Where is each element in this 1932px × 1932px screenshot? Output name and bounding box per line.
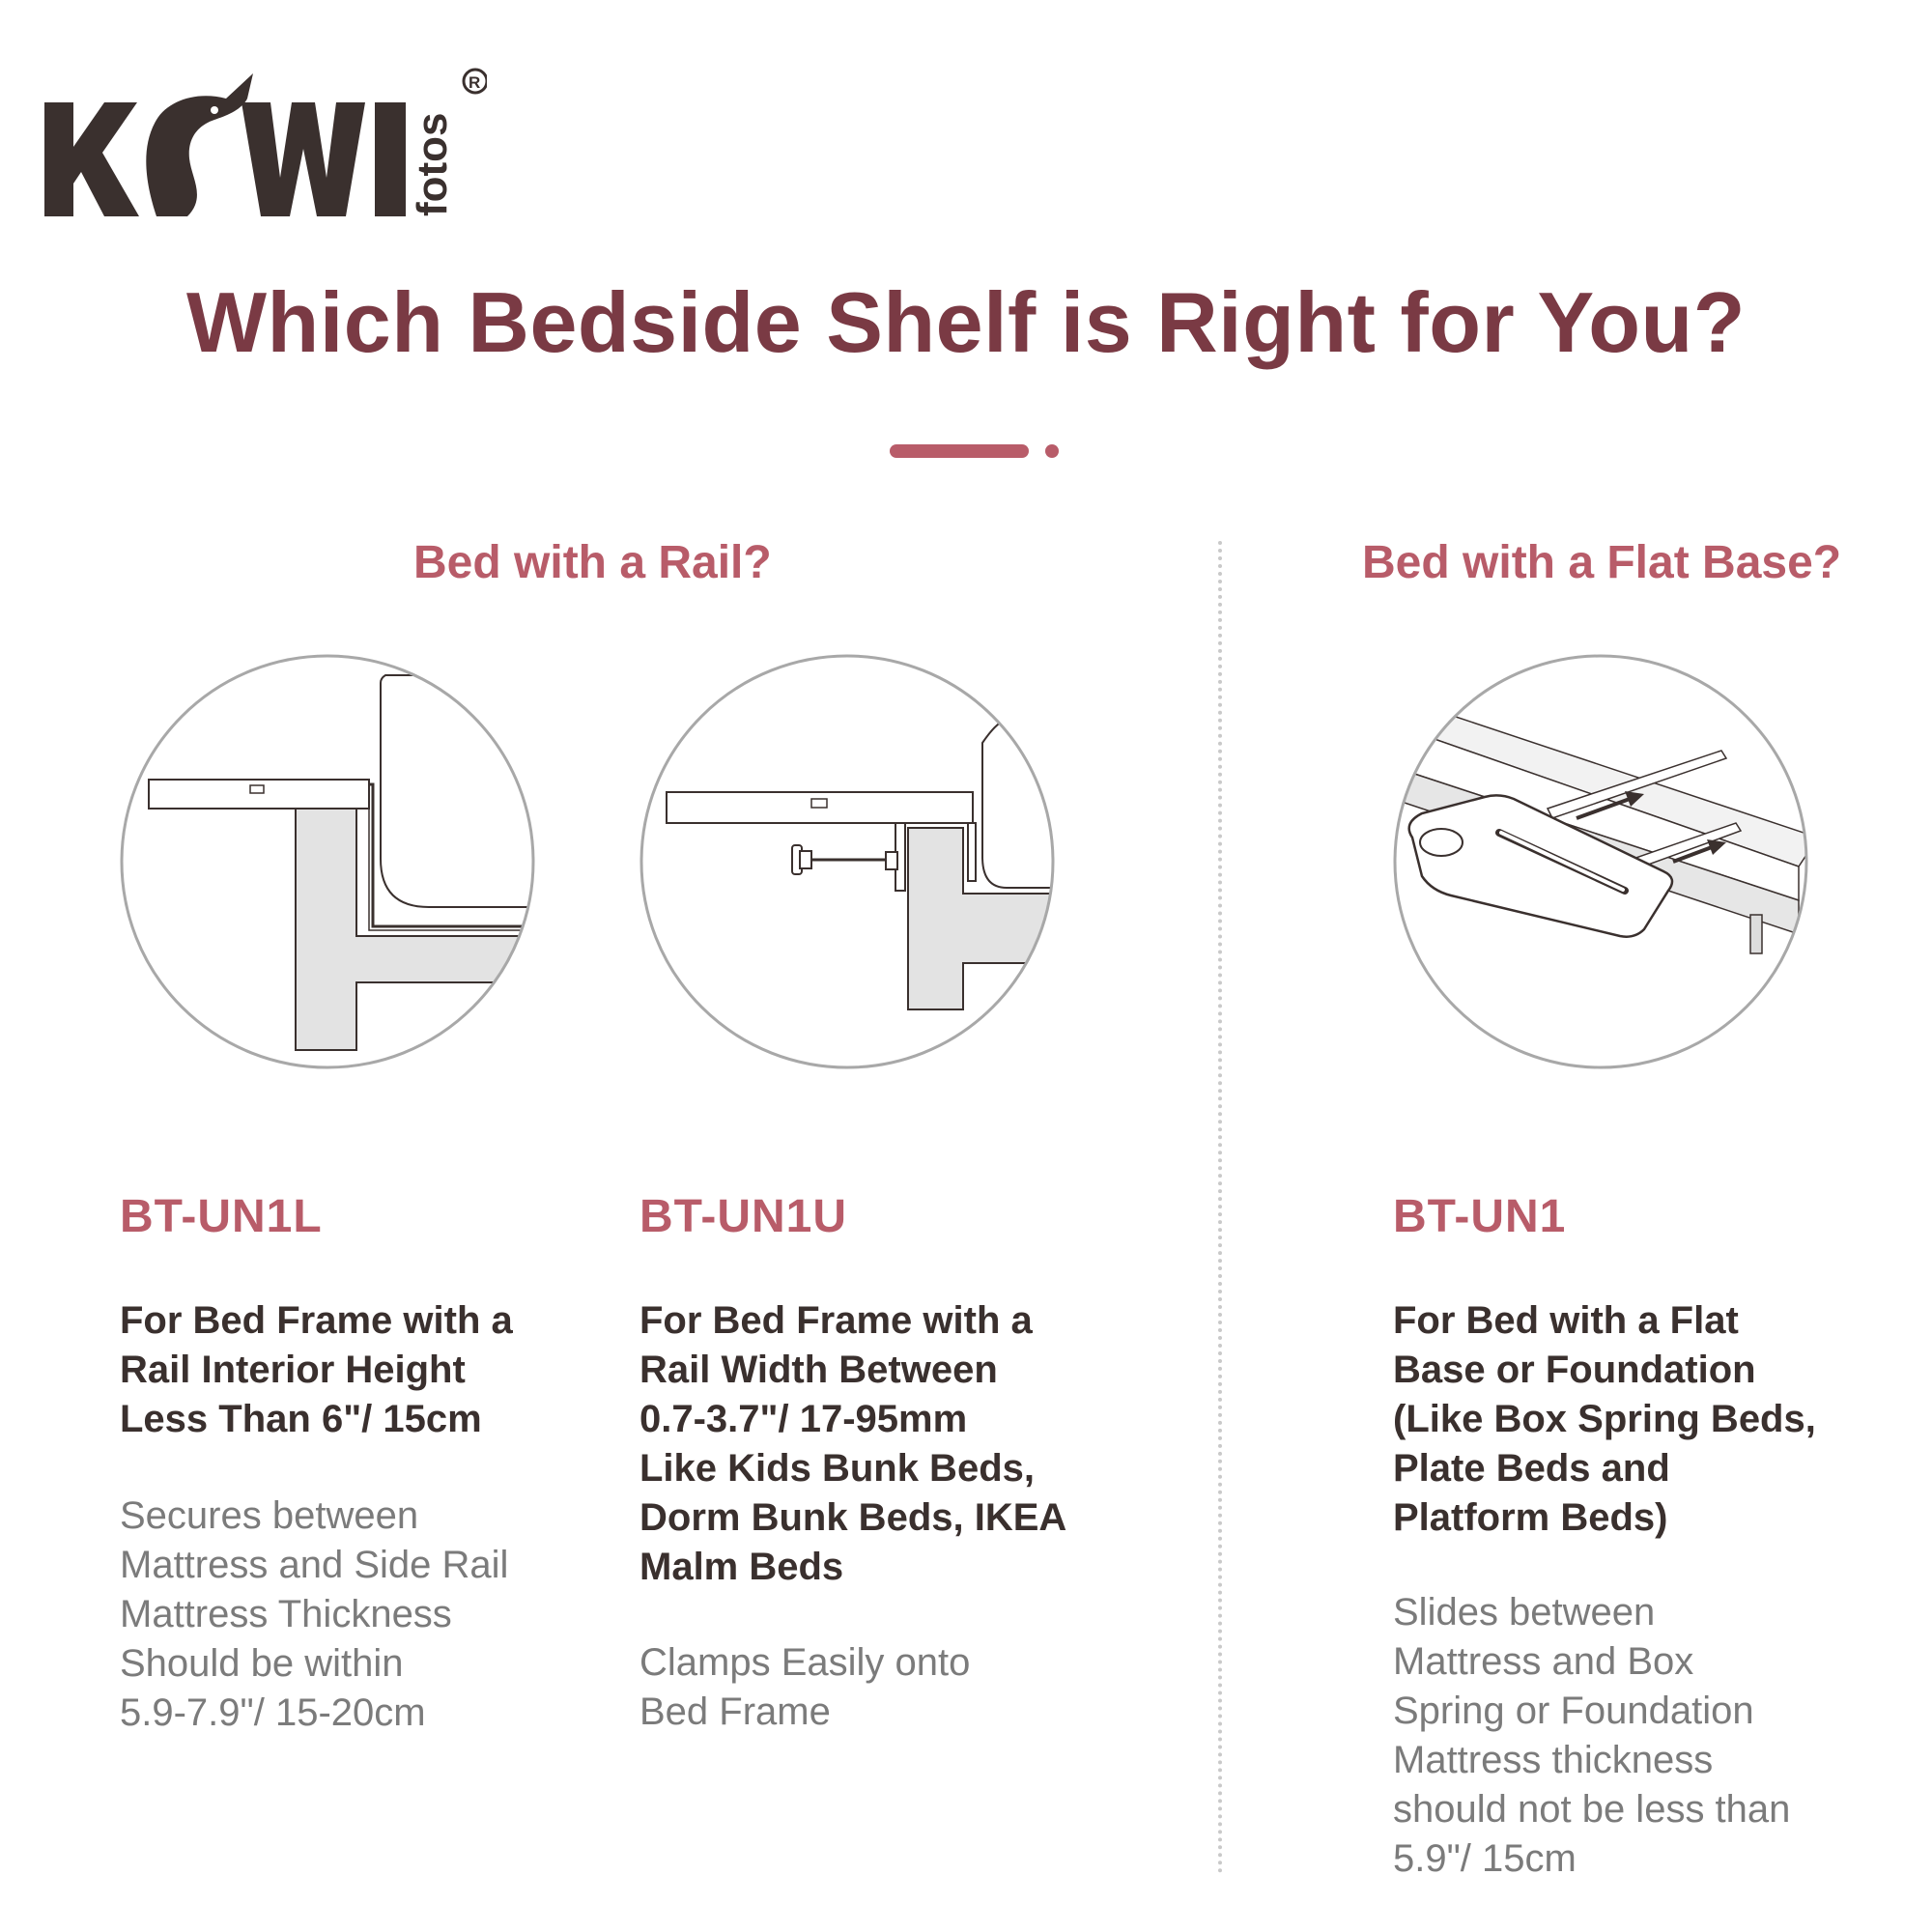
section-heading-flat: Bed with a Flat Base? <box>1362 537 1842 588</box>
description-line: Malm Beds <box>639 1546 844 1588</box>
section-heading-rail: Bed with a Rail? <box>413 537 772 588</box>
description-line: For Bed Frame with a <box>120 1299 513 1342</box>
note-line: 5.9-7.9"/ 15-20cm <box>120 1691 426 1734</box>
note-line: Mattress thickness <box>1393 1739 1714 1781</box>
note-line: Slides between <box>1393 1591 1656 1634</box>
description-line: For Bed with a Flat <box>1393 1299 1739 1342</box>
product-note-bt-un1l <box>120 1492 508 1738</box>
title-divider-dot <box>1045 444 1059 458</box>
product-description-bt-un1l <box>120 1296 513 1444</box>
note-line: Mattress Thickness <box>120 1593 452 1635</box>
note-line: 5.9"/ 15cm <box>1393 1837 1577 1880</box>
description-line: For Bed Frame with a <box>639 1299 1033 1342</box>
note-line: Bed Frame <box>639 1690 831 1733</box>
product-model-bt-un1l: BT-UN1L <box>120 1191 323 1242</box>
section-divider <box>1218 541 1222 1874</box>
description-line: 0.7-3.7"/ 17-95mm <box>639 1398 968 1440</box>
product-model-bt-un1: BT-UN1 <box>1393 1191 1567 1242</box>
description-line: Rail Interior Height <box>120 1349 466 1391</box>
note-line: Mattress and Box <box>1393 1640 1694 1683</box>
clamp-shelf-diagram <box>639 654 1055 1069</box>
svg-text:R: R <box>469 73 481 92</box>
description-line: Like Kids Bunk Beds, <box>639 1447 1035 1490</box>
svg-text:fotos: fotos <box>409 112 456 216</box>
description-line: Platform Beds) <box>1393 1496 1668 1539</box>
product-model-bt-un1u: BT-UN1U <box>639 1191 848 1242</box>
description-line: (Like Box Spring Beds, <box>1393 1398 1816 1440</box>
flat-base-tray-diagram <box>1393 654 1808 1069</box>
note-line: Mattress and Side Rail <box>120 1544 509 1586</box>
description-line: Dorm Bunk Beds, IKEA <box>639 1496 1067 1539</box>
product-description-bt-un1u <box>639 1296 1066 1592</box>
description-line: Rail Width Between <box>639 1349 998 1391</box>
product-note-bt-un1u <box>639 1638 970 1737</box>
rail-shelf-diagram <box>120 654 535 1069</box>
description-line: Base or Foundation <box>1393 1349 1756 1391</box>
note-line: Should be within <box>120 1642 404 1685</box>
description-line: Plate Beds and <box>1393 1447 1670 1490</box>
kiwi-bird-logo-icon <box>43 43 487 226</box>
product-description-bt-un1 <box>1393 1296 1816 1543</box>
description-line: Less Than 6"/ 15cm <box>120 1398 482 1440</box>
note-line: Clamps Easily onto <box>639 1641 971 1684</box>
brand-logo <box>43 43 487 226</box>
page-title: Which Bedside Shelf is Right for You? <box>186 274 1746 370</box>
note-line: Spring or Foundation <box>1393 1690 1754 1732</box>
title-divider-bar <box>890 444 1029 458</box>
note-line: should not be less than <box>1393 1788 1791 1831</box>
product-note-bt-un1 <box>1393 1588 1790 1884</box>
note-line: Secures between <box>120 1494 419 1537</box>
